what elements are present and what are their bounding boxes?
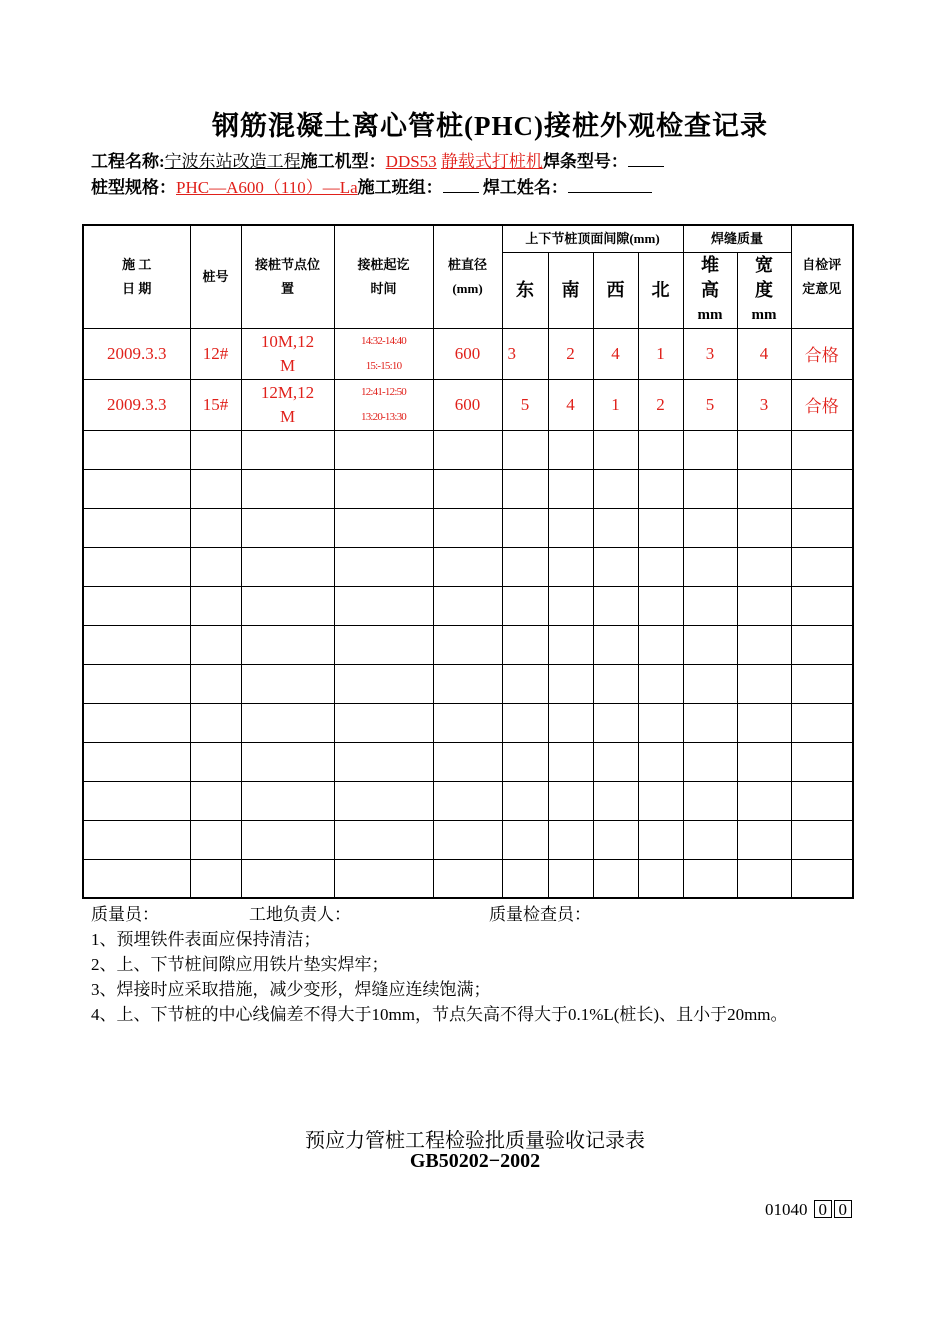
empty-cell xyxy=(334,859,433,898)
empty-cell xyxy=(334,586,433,625)
cell-east: 3 xyxy=(502,328,548,379)
team-label: 施工班组： xyxy=(357,178,443,197)
cell-diameter: 600 xyxy=(433,328,502,379)
empty-cell xyxy=(737,742,791,781)
empty-cell xyxy=(638,625,683,664)
empty-cell xyxy=(638,742,683,781)
empty-cell xyxy=(190,547,241,586)
header-gap-group: 上下节桩顶面间隙(mm) xyxy=(502,225,683,252)
header-joint-position: 接桩节点位 置 xyxy=(241,225,334,328)
empty-cell xyxy=(190,859,241,898)
header-pile-no: 桩号 xyxy=(190,225,241,328)
form-code-box-2: 0 xyxy=(834,1200,852,1218)
electrode-label: 焊条型号： xyxy=(542,152,628,171)
empty-cell xyxy=(334,781,433,820)
empty-cell xyxy=(548,664,593,703)
empty-cell xyxy=(548,742,593,781)
empty-cell xyxy=(683,586,737,625)
cell-joint: 12M,12 M xyxy=(241,379,334,430)
cell-south: 4 xyxy=(548,379,593,430)
note-4: 4、上、下节桩的中心线偏差不得大于10mm，节点矢高不得大于0.1%L(桩长)、且小于20mm。 xyxy=(91,1005,788,1024)
empty-cell xyxy=(593,625,638,664)
empty-cell xyxy=(83,547,190,586)
empty-cell xyxy=(737,469,791,508)
note-3: 3、焊接时应采取措施，减少变形，焊缝应连续饱满； xyxy=(91,980,491,999)
empty-cell xyxy=(593,508,638,547)
empty-cell xyxy=(502,781,548,820)
empty-cell xyxy=(190,430,241,469)
header-self-check: 自检评 定意见 xyxy=(791,225,853,328)
empty-cell xyxy=(83,664,190,703)
header-south: 南 xyxy=(548,252,593,328)
empty-cell xyxy=(791,742,853,781)
empty-cell xyxy=(737,859,791,898)
empty-table-row xyxy=(83,703,853,742)
empty-cell xyxy=(502,703,548,742)
empty-cell xyxy=(334,742,433,781)
header-north: 北 xyxy=(638,252,683,328)
empty-cell xyxy=(638,859,683,898)
empty-cell xyxy=(241,820,334,859)
empty-cell xyxy=(83,586,190,625)
empty-cell xyxy=(190,625,241,664)
cell-joint: 10M,12 M xyxy=(241,328,334,379)
empty-cell xyxy=(683,625,737,664)
empty-cell xyxy=(190,781,241,820)
header-west: 西 xyxy=(593,252,638,328)
empty-cell xyxy=(83,781,190,820)
inspection-table xyxy=(82,224,854,899)
empty-cell xyxy=(241,625,334,664)
empty-cell xyxy=(638,586,683,625)
machine-value-2: 静载式打桩机 xyxy=(440,152,543,171)
empty-cell xyxy=(593,742,638,781)
table-row xyxy=(83,328,853,379)
empty-table-row xyxy=(83,859,853,898)
empty-cell xyxy=(433,508,502,547)
empty-cell xyxy=(548,547,593,586)
empty-cell xyxy=(241,664,334,703)
empty-cell xyxy=(241,508,334,547)
empty-cell xyxy=(433,742,502,781)
empty-cell xyxy=(737,781,791,820)
empty-table-row xyxy=(83,586,853,625)
form-code xyxy=(765,1200,852,1220)
empty-table-row xyxy=(83,664,853,703)
empty-cell xyxy=(791,547,853,586)
cell-west: 1 xyxy=(593,379,638,430)
empty-cell xyxy=(791,703,853,742)
empty-cell xyxy=(683,547,737,586)
empty-cell xyxy=(83,742,190,781)
empty-cell xyxy=(638,469,683,508)
empty-cell xyxy=(334,430,433,469)
empty-table-row xyxy=(83,820,853,859)
empty-cell xyxy=(593,820,638,859)
empty-cell xyxy=(433,664,502,703)
empty-cell xyxy=(548,859,593,898)
empty-table-row xyxy=(83,547,853,586)
empty-cell xyxy=(502,742,548,781)
cell-west: 4 xyxy=(593,328,638,379)
empty-cell xyxy=(548,625,593,664)
footer-subtitle: 预应力管桩工程检验批质量验收记录表 xyxy=(305,1128,645,1152)
project-label: 工程名称: xyxy=(91,152,165,171)
cell-pile: 15# xyxy=(190,379,241,430)
electrode-blank xyxy=(628,150,664,167)
empty-cell xyxy=(791,859,853,898)
cell-weld-height: 5 xyxy=(683,379,737,430)
empty-cell xyxy=(241,547,334,586)
empty-cell xyxy=(737,586,791,625)
empty-cell xyxy=(433,625,502,664)
empty-cell xyxy=(190,469,241,508)
empty-cell xyxy=(593,469,638,508)
empty-cell xyxy=(593,430,638,469)
empty-cell xyxy=(433,586,502,625)
empty-cell xyxy=(433,781,502,820)
cell-time: 14:32-14:40 15:-15:10 xyxy=(334,328,433,379)
header-time: 接桩起讫 时间 xyxy=(334,225,433,328)
empty-cell xyxy=(241,781,334,820)
empty-cell xyxy=(334,820,433,859)
empty-cell xyxy=(502,625,548,664)
table-row xyxy=(83,379,853,430)
empty-cell xyxy=(334,508,433,547)
empty-cell xyxy=(334,703,433,742)
empty-cell xyxy=(502,586,548,625)
empty-cell xyxy=(83,703,190,742)
empty-cell xyxy=(433,430,502,469)
empty-cell xyxy=(737,547,791,586)
header-weld-group: 焊缝质量 xyxy=(683,225,791,252)
empty-cell xyxy=(638,703,683,742)
empty-cell xyxy=(190,664,241,703)
empty-cell xyxy=(433,820,502,859)
empty-cell xyxy=(593,586,638,625)
empty-cell xyxy=(593,703,638,742)
cell-time: 12:41-12:50 13:20-13:30 xyxy=(334,379,433,430)
empty-cell xyxy=(190,586,241,625)
empty-cell xyxy=(190,820,241,859)
empty-cell xyxy=(241,469,334,508)
signature-inspector: 质量检查员： xyxy=(489,905,591,924)
empty-cell xyxy=(548,820,593,859)
cell-weld-height: 3 xyxy=(683,328,737,379)
empty-cell xyxy=(433,703,502,742)
empty-cell xyxy=(683,430,737,469)
empty-rows xyxy=(83,430,853,898)
cell-north: 1 xyxy=(638,328,683,379)
welder-blank xyxy=(568,176,652,193)
header-row-1 xyxy=(83,225,853,252)
empty-cell xyxy=(683,469,737,508)
empty-cell xyxy=(548,430,593,469)
form-code-box-1: 0 xyxy=(814,1200,832,1218)
machine-value: DDS53 xyxy=(385,152,437,171)
empty-cell xyxy=(83,430,190,469)
cell-date: 2009.3.3 xyxy=(83,379,190,430)
empty-cell xyxy=(548,703,593,742)
empty-cell xyxy=(791,508,853,547)
empty-cell xyxy=(241,430,334,469)
empty-cell xyxy=(737,430,791,469)
empty-cell xyxy=(433,469,502,508)
empty-cell xyxy=(791,469,853,508)
note-1: 1、预埋铁件表面应保持清洁； xyxy=(91,930,321,949)
empty-cell xyxy=(737,703,791,742)
empty-cell xyxy=(241,586,334,625)
empty-cell xyxy=(791,781,853,820)
empty-cell xyxy=(737,820,791,859)
empty-cell xyxy=(502,820,548,859)
empty-cell xyxy=(683,742,737,781)
empty-cell xyxy=(83,820,190,859)
empty-cell xyxy=(502,859,548,898)
header-diameter: 桩直径 (mm) xyxy=(433,225,502,328)
form-code-prefix: 01040 xyxy=(765,1200,808,1219)
empty-cell xyxy=(638,508,683,547)
empty-cell xyxy=(433,547,502,586)
cell-weld-width: 4 xyxy=(737,328,791,379)
empty-cell xyxy=(502,469,548,508)
empty-cell xyxy=(638,664,683,703)
cell-result: 合格 xyxy=(791,379,853,430)
empty-cell xyxy=(548,781,593,820)
empty-cell xyxy=(737,625,791,664)
empty-cell xyxy=(548,469,593,508)
empty-cell xyxy=(638,430,683,469)
empty-cell xyxy=(791,820,853,859)
empty-cell xyxy=(638,781,683,820)
cell-weld-width: 3 xyxy=(737,379,791,430)
empty-cell xyxy=(83,508,190,547)
empty-cell xyxy=(791,625,853,664)
empty-table-row xyxy=(83,469,853,508)
empty-cell xyxy=(334,547,433,586)
empty-cell xyxy=(683,664,737,703)
empty-cell xyxy=(334,469,433,508)
cell-pile: 12# xyxy=(190,328,241,379)
empty-cell xyxy=(83,859,190,898)
empty-cell xyxy=(791,664,853,703)
welder-label: 焊工姓名： xyxy=(482,178,568,197)
empty-cell xyxy=(683,859,737,898)
machine-label: 施工机型： xyxy=(300,152,386,171)
header-weld-height: 堆 高 mm xyxy=(683,252,737,328)
empty-cell xyxy=(83,625,190,664)
empty-cell xyxy=(548,508,593,547)
empty-cell xyxy=(737,508,791,547)
info-line-1 xyxy=(91,150,664,173)
empty-cell xyxy=(502,430,548,469)
empty-cell xyxy=(593,664,638,703)
cell-date: 2009.3.3 xyxy=(83,328,190,379)
empty-cell xyxy=(737,664,791,703)
empty-cell xyxy=(190,703,241,742)
empty-cell xyxy=(190,742,241,781)
empty-cell xyxy=(593,859,638,898)
document-title: 钢筋混凝土离心管桩(PHC)接桩外观检查记录 xyxy=(212,111,768,141)
spec-value: PHC—A600（110）—La xyxy=(176,178,358,197)
empty-cell xyxy=(791,586,853,625)
empty-table-row xyxy=(83,781,853,820)
empty-cell xyxy=(791,430,853,469)
header-weld-width: 宽 度 mm xyxy=(737,252,791,328)
empty-cell xyxy=(502,508,548,547)
empty-cell xyxy=(334,625,433,664)
empty-table-row xyxy=(83,625,853,664)
empty-cell xyxy=(593,781,638,820)
cell-east: 5 xyxy=(502,379,548,430)
signature-quality: 质量员： xyxy=(91,905,159,924)
cell-south: 2 xyxy=(548,328,593,379)
team-blank xyxy=(443,176,479,193)
empty-cell xyxy=(683,820,737,859)
header-date: 施 工 日 期 xyxy=(83,225,190,328)
header-east: 东 xyxy=(502,252,548,328)
empty-cell xyxy=(83,469,190,508)
empty-cell xyxy=(593,547,638,586)
empty-cell xyxy=(433,859,502,898)
empty-table-row xyxy=(83,508,853,547)
empty-cell xyxy=(502,664,548,703)
project-value: 宁波东站改造工程 xyxy=(164,152,301,171)
cell-result: 合格 xyxy=(791,328,853,379)
cell-diameter: 600 xyxy=(433,379,502,430)
footer-standard: GB50202−2002 xyxy=(409,1150,541,1172)
empty-cell xyxy=(190,508,241,547)
empty-cell xyxy=(334,664,433,703)
empty-cell xyxy=(638,820,683,859)
empty-table-row xyxy=(83,742,853,781)
info-line-2 xyxy=(91,176,652,199)
signature-site-lead: 工地负责人： xyxy=(249,905,351,924)
note-2: 2、上、下节桩间隙应用铁片垫实焊牢； xyxy=(91,955,389,974)
empty-table-row xyxy=(83,430,853,469)
empty-cell xyxy=(241,742,334,781)
empty-cell xyxy=(502,547,548,586)
empty-cell xyxy=(683,703,737,742)
cell-north: 2 xyxy=(638,379,683,430)
spec-label: 桩型规格： xyxy=(91,178,176,197)
empty-cell xyxy=(683,781,737,820)
empty-cell xyxy=(683,508,737,547)
empty-cell xyxy=(548,586,593,625)
empty-cell xyxy=(241,859,334,898)
empty-cell xyxy=(241,703,334,742)
empty-cell xyxy=(638,547,683,586)
